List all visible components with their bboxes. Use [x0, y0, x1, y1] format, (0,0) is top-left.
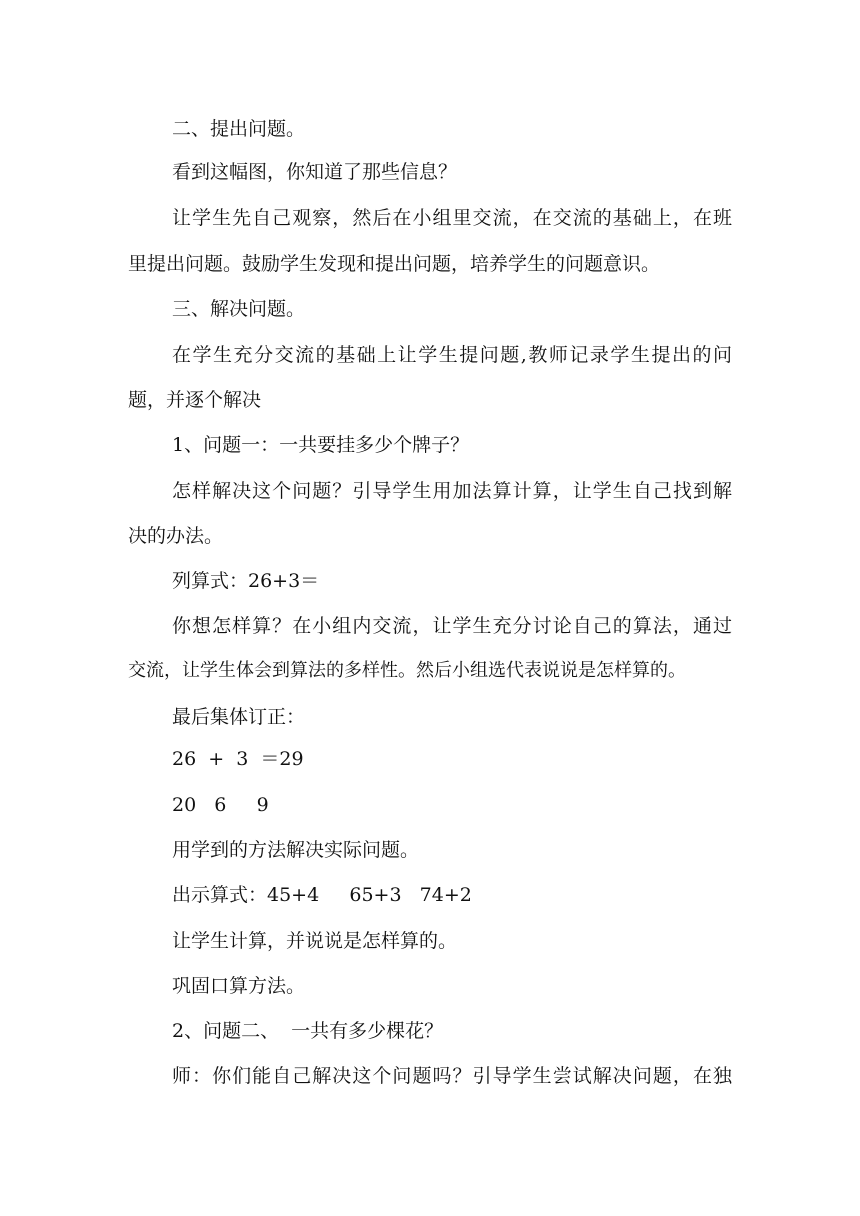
paragraph-line: 决的办法。: [128, 525, 224, 547]
paragraph-line: 巩固口算方法。: [172, 975, 306, 997]
paragraph-line: 题，并逐个解决: [128, 389, 262, 411]
equation-line: 列算式：26+3＝: [172, 570, 320, 592]
question-one: 1、问题一：一共要挂多少个牌子？: [172, 434, 470, 456]
paragraph-line: 用学到的方法解决实际问题。: [172, 839, 420, 861]
question-two: 2、问题二、 一共有多少棵花？: [172, 1020, 444, 1042]
paragraph-line: 怎样解决这个问题？引导学生用加法算计算，让学生自己找到解: [172, 480, 732, 502]
exercise-line: 出示算式：45+4 65+3 74+2: [172, 884, 472, 906]
paragraph-line: 里提出问题。鼓励学生发现和提出问题，培养学生的问题意识。: [128, 253, 661, 275]
paragraph-line: 交流，让学生体会到算法的多样性。然后小组选代表说说是怎样算的。: [128, 660, 686, 681]
paragraph-line: 最后集体订正：: [172, 706, 306, 728]
heading-raise-questions: 二、提出问题。: [172, 118, 306, 140]
paragraph-line: 师：你们能自己解决这个问题吗？引导学生尝试解决问题，在独: [172, 1065, 732, 1087]
paragraph-line: 在学生充分交流的基础上让学生提问题,教师记录学生提出的问: [172, 344, 732, 366]
heading-solve-problems: 三、解决问题。: [172, 298, 306, 320]
calculation-split-line: 20 6 9: [172, 794, 269, 816]
paragraph-line: 看到这幅图，你知道了那些信息？: [172, 161, 458, 183]
paragraph-line: 你想怎样算？在小组内交流，让学生充分讨论自己的算法，通过: [172, 615, 732, 637]
calculation-line: 26 + 3 ＝29: [172, 748, 304, 770]
paragraph-line: 让学生先自己观察，然后在小组里交流，在交流的基础上，在班: [172, 207, 732, 229]
paragraph-line: 让学生计算，并说说是怎样算的。: [172, 930, 458, 952]
